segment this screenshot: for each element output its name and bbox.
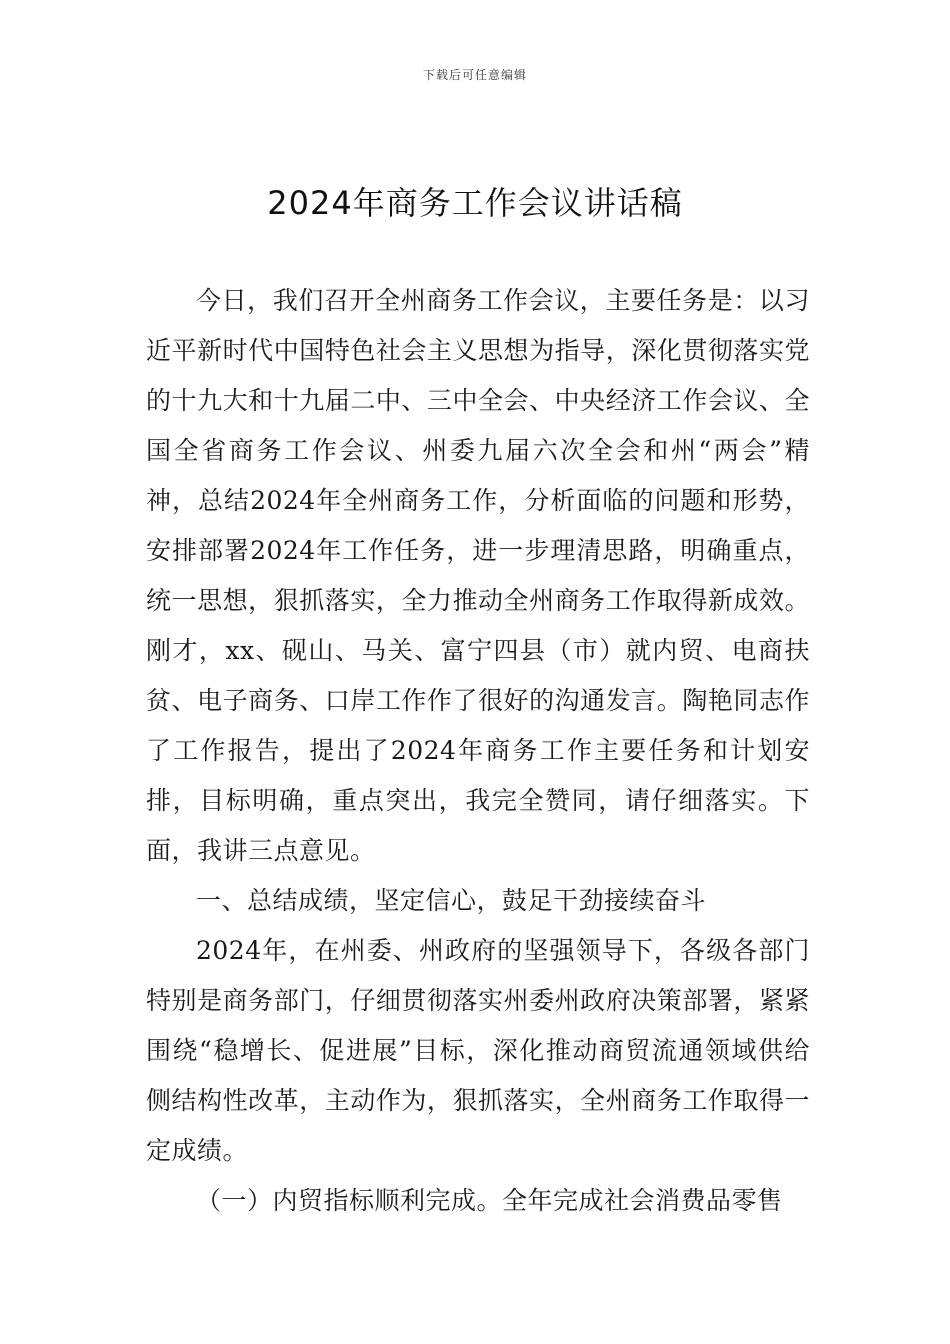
- subsection-heading-1: （一）内贸指标顺利完成。全年完成社会消费品零售: [196, 1186, 783, 1215]
- header-note: 下载后可任意编辑: [422, 68, 527, 82]
- section-heading-1: 一、总结成绩，坚定信心，鼓足干劲接续奋斗: [196, 886, 707, 915]
- document-title: 2024年商务工作会议讲话稿: [267, 184, 683, 222]
- paragraph-intro: 今日，我们召开全州商务工作会议，主要任务是：以习近平新时代中国特色社会主义思想为指导，深化贯彻落实党的十九大和十九届二中、三中全会、中央经济工作会议、全国全省商务工作会议、州委九届六次全会和州“两会”精神，总结2024年全州商务工作，分析面临的问题和形势，安排部署2024年工作任务，进一步理清思路，明确重点，统一思想，狠抓落实，全力推动全州商务工作取得新成效。刚才，xx、砚山、马关、富宁四县（市）就内贸、电商扶贫、电子商务、口岸工作作了很好的沟通发言。陶艳同志作了工作报告，提出了2024年商务工作主要任务和计划安排，目标明确，重点突出，我完全赞同，请仔细落实。下面，我讲三点意见。: [146, 286, 810, 865]
- document-body: [146, 276, 810, 1226]
- paragraph-summary: 2024年，在州委、州政府的坚强领导下，各级各部门特别是商务部门，仔细贯彻落实州委州政府决策部署，紧紧围绕“稳增长、促进展”目标，深化推动商贸流通领域供给侧结构性改革，主动作为，狠抓落实，全州商务工作取得一定成绩。: [146, 936, 810, 1165]
